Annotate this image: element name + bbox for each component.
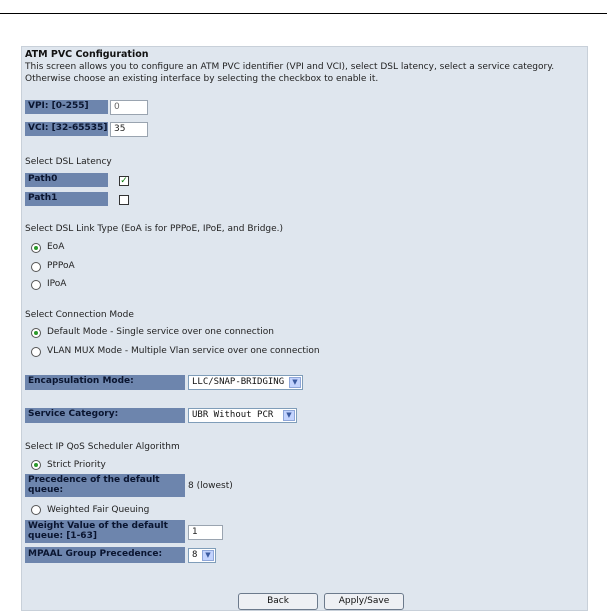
default-mode-label: Default Mode - Single service over one connection: [47, 327, 274, 337]
wfq-label: Weighted Fair Queuing: [47, 505, 150, 515]
pppoa-radio[interactable]: [31, 262, 41, 272]
connection-mode-heading: Select Connection Mode: [25, 310, 134, 320]
vpi-label: VPI: [0-255]: [25, 100, 108, 114]
precedence-label: Precedence of the default queue:: [25, 474, 185, 497]
ipoa-radio[interactable]: [31, 280, 41, 290]
vlan-mux-mode-label: VLAN MUX Mode - Multiple Vlan service over one connection: [47, 346, 320, 356]
vpi-input[interactable]: 0: [110, 100, 148, 115]
pppoa-label: PPPoA: [47, 261, 75, 271]
vci-label: VCI: [32-65535]: [25, 122, 108, 136]
mpaal-select[interactable]: [188, 548, 216, 563]
link-type-heading: Select DSL Link Type (EoA is for PPPoE, IPoE, and Bridge.): [25, 224, 284, 234]
wfq-radio[interactable]: [31, 505, 41, 515]
top-divider: [0, 13, 607, 14]
apply-save-button[interactable]: Apply/Save: [324, 593, 404, 610]
chevron-down-icon: ▼: [202, 550, 214, 561]
eoa-radio[interactable]: [31, 243, 41, 253]
encapsulation-label: Encapsulation Mode:: [25, 375, 185, 390]
mpaal-value: 8: [192, 550, 198, 560]
path1-label: Path1: [25, 192, 108, 206]
precedence-value: 8 (lowest): [188, 481, 233, 491]
strict-priority-radio[interactable]: [31, 460, 41, 470]
weight-input[interactable]: 1: [188, 525, 223, 540]
chevron-down-icon: ▼: [289, 377, 301, 388]
weight-label: Weight Value of the default queue: [1-63]: [25, 520, 185, 543]
vlan-mux-mode-radio[interactable]: [31, 347, 41, 357]
qos-heading: Select IP QoS Scheduler Algorithm: [25, 442, 180, 452]
page-title: ATM PVC Configuration: [25, 49, 149, 60]
default-mode-radio[interactable]: [31, 328, 41, 338]
vci-input[interactable]: 35: [110, 122, 148, 137]
ipoa-label: IPoA: [47, 279, 67, 289]
latency-heading: Select DSL Latency: [25, 157, 112, 167]
encapsulation-select[interactable]: [188, 375, 303, 390]
path0-label: Path0: [25, 173, 108, 187]
path1-checkbox[interactable]: [119, 195, 129, 205]
service-category-label: Service Category:: [25, 408, 185, 423]
chevron-down-icon: ▼: [283, 410, 295, 421]
encapsulation-value: LLC/SNAP-BRIDGING: [192, 377, 285, 387]
page-description: This screen allows you to configure an ATM PVC identifier (VPI and VCI), select DSL latency, select a service category. Otherwise choose an existing interface by selecting the checkbox to enable it.: [25, 62, 555, 84]
strict-priority-label: Strict Priority: [47, 460, 106, 470]
path0-checkbox[interactable]: ✓: [120, 176, 128, 186]
service-category-select[interactable]: [188, 408, 297, 423]
eoa-label: EoA: [47, 242, 65, 252]
mpaal-label: MPAAL Group Precedence:: [25, 547, 185, 563]
atm-pvc-panel: [21, 46, 588, 611]
back-button[interactable]: Back: [238, 593, 318, 610]
service-category-value: UBR Without PCR: [192, 410, 274, 420]
